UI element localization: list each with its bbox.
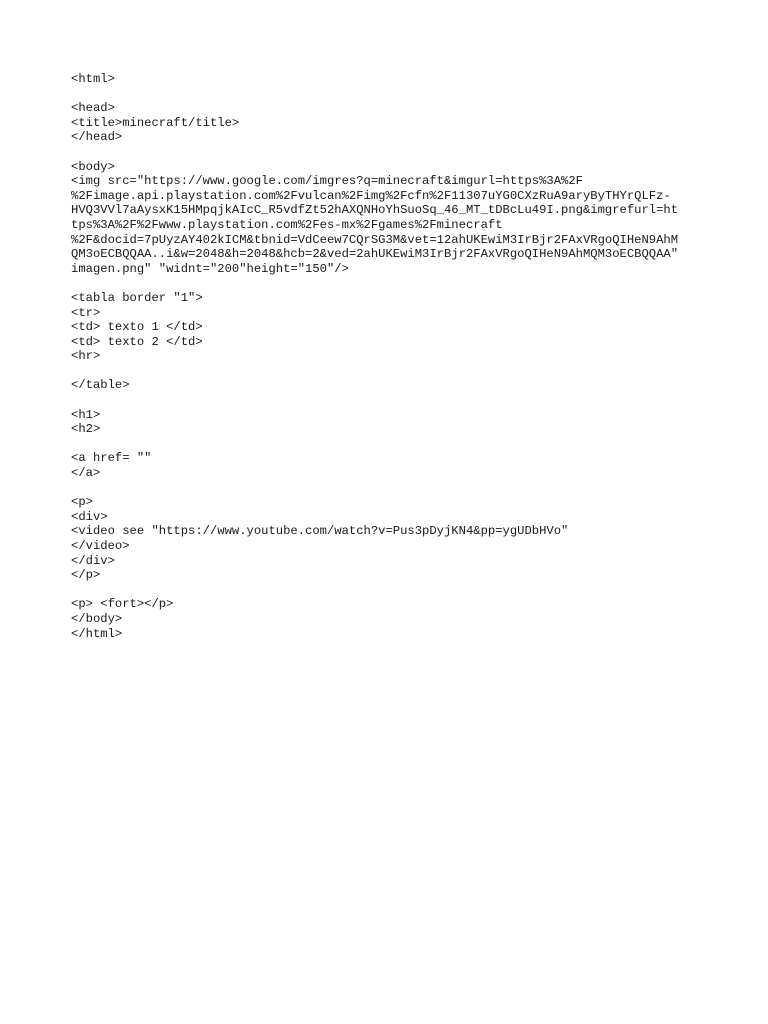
text-block <box>71 291 711 364</box>
code-line: HVQ3VVl7aAysxK15HMpqjkAIcC_R5vdfZt52hAXQNHoYhSuoSq_46_MT_tDBcLu49I.png&imgrefurl=ht <box>71 203 679 218</box>
code-line: </a> <box>71 466 101 481</box>
code-line: <p> <fort></p> <box>71 597 174 612</box>
code-line: <div> <box>71 509 108 524</box>
code-line: <hr> <box>71 349 101 364</box>
text-block <box>71 495 711 583</box>
code-line: </body> <box>71 611 123 626</box>
text-block <box>71 451 711 480</box>
code-line: </table> <box>71 378 130 393</box>
code-line: </head> <box>71 130 123 145</box>
code-line: <head> <box>71 101 115 116</box>
code-line: <tabla border "1"> <box>71 290 203 305</box>
code-line: <td> texto 1 </td> <box>71 320 203 335</box>
document-page <box>71 72 711 656</box>
code-line: <p> <box>71 495 93 510</box>
code-line: QM3oECBQQAA..i&w=2048&h=2048&hcb=2&ved=2ahUKEwiM3IrBjr2FAxVRgoQIHeN9AhMQM3oECBQQAA" <box>71 247 679 262</box>
code-line: %2F&docid=7pUyzAY402kICM&tbnid=VdCeew7CQrSG3M&vet=12ahUKEwiM3IrBjr2FAxVRgoQIHeN9AhM <box>71 232 679 247</box>
code-line: <img src="https://www.google.com/imgres?q=minecraft&imgurl=https%3A%2F <box>71 174 583 189</box>
code-line: </p> <box>71 568 101 583</box>
code-line: </html> <box>71 626 123 641</box>
code-line: <a href= "" <box>71 451 152 466</box>
code-line: </div> <box>71 553 115 568</box>
code-line: <html> <box>71 72 115 86</box>
text-block <box>71 101 711 145</box>
code-line: tps%3A%2F%2Fwww.playstation.com%2Fes-mx%2Fgames%2Fminecraft <box>71 217 503 232</box>
code-line: <tr> <box>71 305 101 320</box>
code-line: <h1> <box>71 407 101 422</box>
text-block <box>71 378 711 393</box>
code-line: <h2> <box>71 422 101 437</box>
code-line: </video> <box>71 539 130 553</box>
text-block <box>71 408 711 437</box>
text-block <box>71 160 711 277</box>
code-line: <td> texto 2 </td> <box>71 334 203 349</box>
code-line: imagen.png" "widnt="200"height="150"/> <box>71 261 349 276</box>
code-line: <title>minecraft/title> <box>71 115 240 130</box>
text-block <box>71 72 711 87</box>
code-line: <video see "https://www.youtube.com/watch?v=Pus3pDyjKN4&pp=ygUDbHVo" <box>71 524 569 539</box>
text-block <box>71 597 711 641</box>
code-line: <body> <box>71 159 115 174</box>
code-line: %2Fimage.api.playstation.com%2Fvulcan%2Fimg%2Fcfn%2F11307uYG0CXzRuA9aryByTHYrQLFz- <box>71 188 671 203</box>
